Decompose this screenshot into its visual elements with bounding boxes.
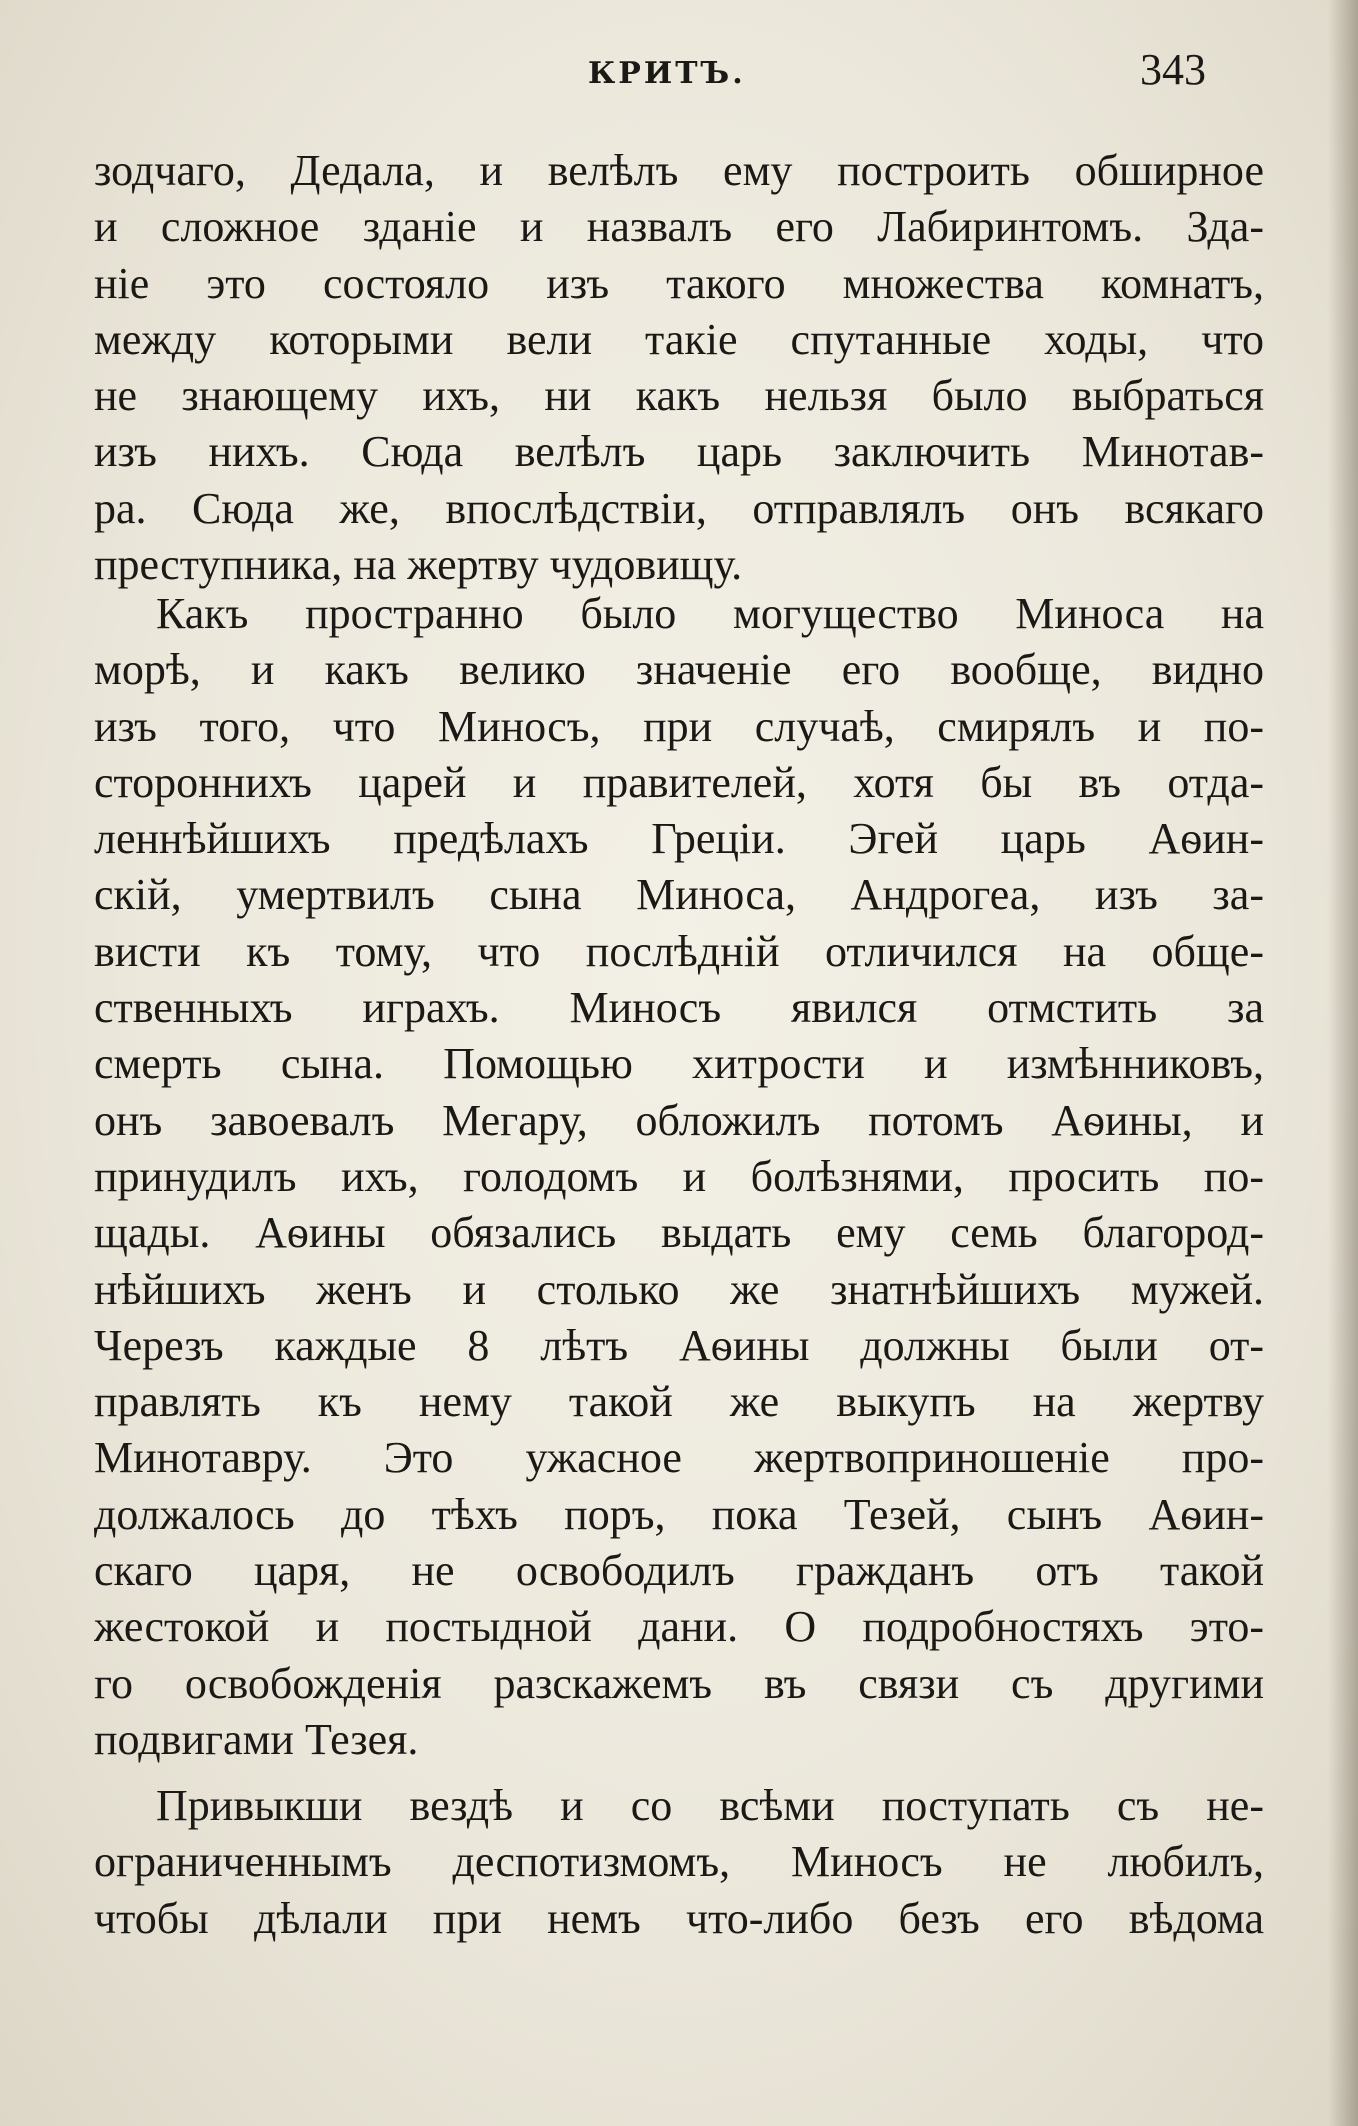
paragraph-1 (94, 143, 1264, 593)
text-line: ніе это состояло изъ такого множества комнатъ, (94, 258, 1264, 308)
text-line: го освобожденія разскажемъ въ связи съ другими (94, 1658, 1264, 1708)
text-line: ограниченнымъ деспотизмомъ, Миносъ не любилъ, (94, 1837, 1264, 1887)
paragraph-3 (94, 1778, 1264, 1947)
page-edge-shadow (1328, 0, 1358, 2126)
text-line: должалось до тѣхъ поръ, пока Тезей, сынъ Аѳин- (94, 1489, 1264, 1539)
text-line: Минотавру. Это ужасное жертвоприношеніе про- (94, 1433, 1264, 1483)
text-line: скій, умертвилъ сына Миноса, Андрогеа, изъ за- (94, 870, 1264, 920)
text-line: висти къ тому, что послѣдній отличился на обще- (94, 926, 1264, 976)
text-line: между которыми вели такіе спутанные ходы, что (94, 314, 1264, 364)
text-line: леннѣйшихъ предѣлахъ Греціи. Эгей царь Аѳин- (94, 814, 1264, 864)
text-line: скаго царя, не освободилъ гражданъ отъ такой (94, 1546, 1264, 1596)
text-line: принудилъ ихъ, голодомъ и болѣзнями, просить по- (94, 1151, 1264, 1201)
text-line: онъ завоевалъ Мегару, обложилъ потомъ Аѳины, и (94, 1095, 1264, 1145)
text-line: правлять къ нему такой же выкупъ на жертву (94, 1377, 1264, 1427)
text-line: щады. Аѳины обязались выдать ему семь благород- (94, 1208, 1264, 1258)
text-line: нѣйшихъ женъ и столько же знатнѣйшихъ мужей. (94, 1264, 1264, 1314)
text-line: не знающему ихъ, ни какъ нельзя было выбраться (94, 371, 1264, 421)
text-line: стороннихъ царей и правителей, хотя бы въ отда- (94, 757, 1264, 807)
text-line: Привыкши вездѣ и со всѣми поступать съ не- (156, 1781, 1264, 1830)
text-line: морѣ, и какъ велико значеніе его вообще, видно (94, 645, 1264, 695)
text-line: изъ нихъ. Сюда велѣлъ царь заключить Минотав- (94, 427, 1264, 477)
running-title: КРИТЪ. (588, 56, 746, 91)
text-line: ственныхъ играхъ. Миносъ явился отмстить за (94, 983, 1264, 1033)
page-number: 343 (1140, 45, 1206, 94)
text-line: изъ того, что Миносъ, при случаѣ, смирялъ и по- (94, 701, 1264, 751)
text-line: и сложное зданіе и назвалъ его Лабиринтомъ. Зда- (94, 202, 1264, 252)
text-line: чтобы дѣлали при немъ что-либо безъ его вѣдома (94, 1893, 1264, 1943)
text-line: жестокой и постыдной дани. О подробностяхъ это- (94, 1602, 1264, 1652)
text-line: зодчаго, Дедала, и велѣлъ ему построить обширное (94, 146, 1264, 195)
text-line: подвигами Тезея. (94, 1714, 419, 1764)
paragraph-2 (94, 586, 1264, 1768)
text-line: ра. Сюда же, впослѣдствіи, отправлялъ онъ всякаго (94, 483, 1264, 533)
text-line: смерть сына. Помощью хитрости и измѣнниковъ, (94, 1039, 1264, 1089)
text-line: Черезъ каждые 8 лѣтъ Аѳины должны были от- (94, 1320, 1264, 1370)
text-line: Какъ пространно было могущество Миноса на (156, 589, 1264, 638)
text-line: преступника, на жертву чудовищу. (94, 540, 743, 590)
